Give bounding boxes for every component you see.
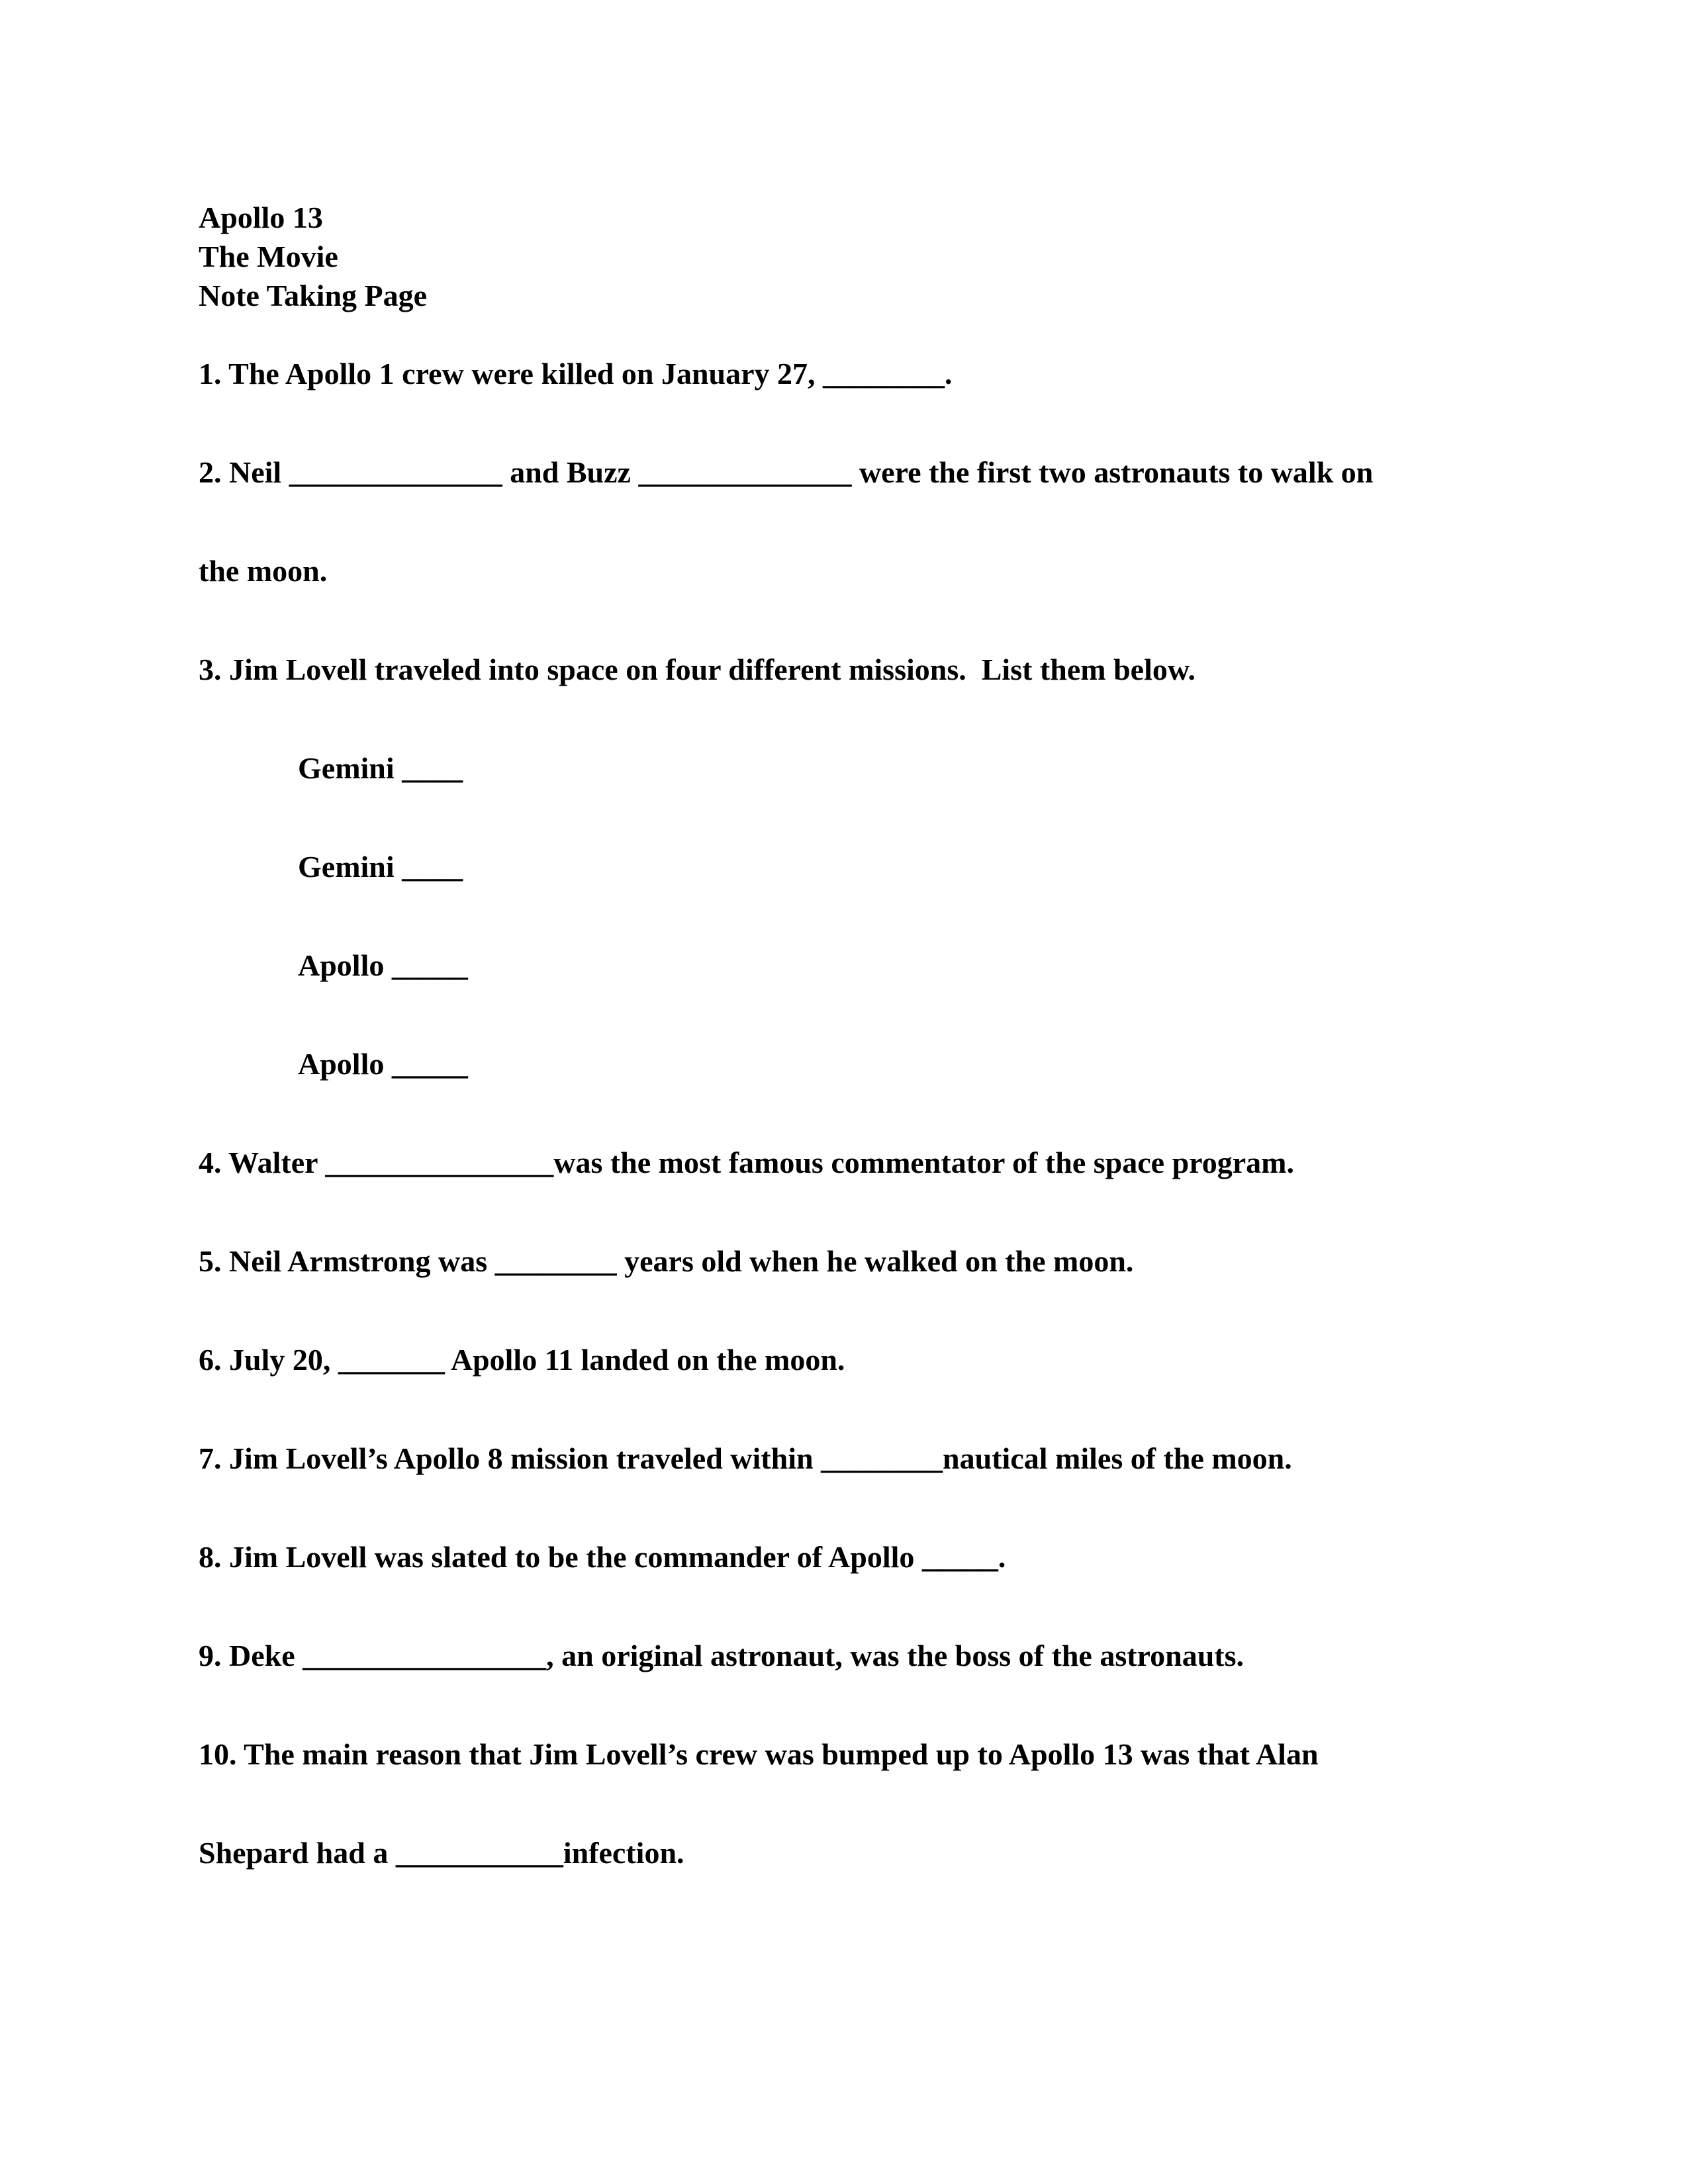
question-2-line-2: the moon. <box>199 554 328 588</box>
mission-blank-4: Apollo _____ <box>298 1047 468 1081</box>
document-title: Apollo 13 <box>199 201 323 234</box>
question-6: 6. July 20, _______ Apollo 11 landed on the moon. <box>199 1343 845 1377</box>
question-8: 8. Jim Lovell was slated to be the commander of Apollo _____. <box>199 1540 1006 1574</box>
question-10-line-1: 10. The main reason that Jim Lovell’s crew was bumped up to Apollo 13 was that Alan <box>199 1737 1319 1771</box>
question-10-line-2: Shepard had a ___________infection. <box>199 1836 684 1870</box>
question-1: 1. The Apollo 1 crew were killed on January 27, ________. <box>199 357 953 390</box>
page-name: Note Taking Page <box>199 279 428 312</box>
question-9: 9. Deke ________________, an original astronaut, was the boss of the astronauts. <box>199 1639 1244 1672</box>
question-7: 7. Jim Lovell’s Apollo 8 mission traveled within ________nautical miles of the moon. <box>199 1441 1292 1475</box>
question-5: 5. Neil Armstrong was ________ years old when he walked on the moon. <box>199 1244 1134 1278</box>
document-subtitle: The Movie <box>199 240 338 273</box>
mission-blank-1: Gemini ____ <box>298 751 463 785</box>
question-3: 3. Jim Lovell traveled into space on four different missions. List them below. <box>199 653 1196 686</box>
mission-blank-2: Gemini ____ <box>298 850 463 884</box>
mission-blank-3: Apollo _____ <box>298 948 468 982</box>
question-4: 4. Walter _______________was the most famous commentator of the space program. <box>199 1146 1294 1179</box>
question-2-line-1: 2. Neil ______________ and Buzz ______________ were the first two astronauts to walk on <box>199 455 1374 489</box>
